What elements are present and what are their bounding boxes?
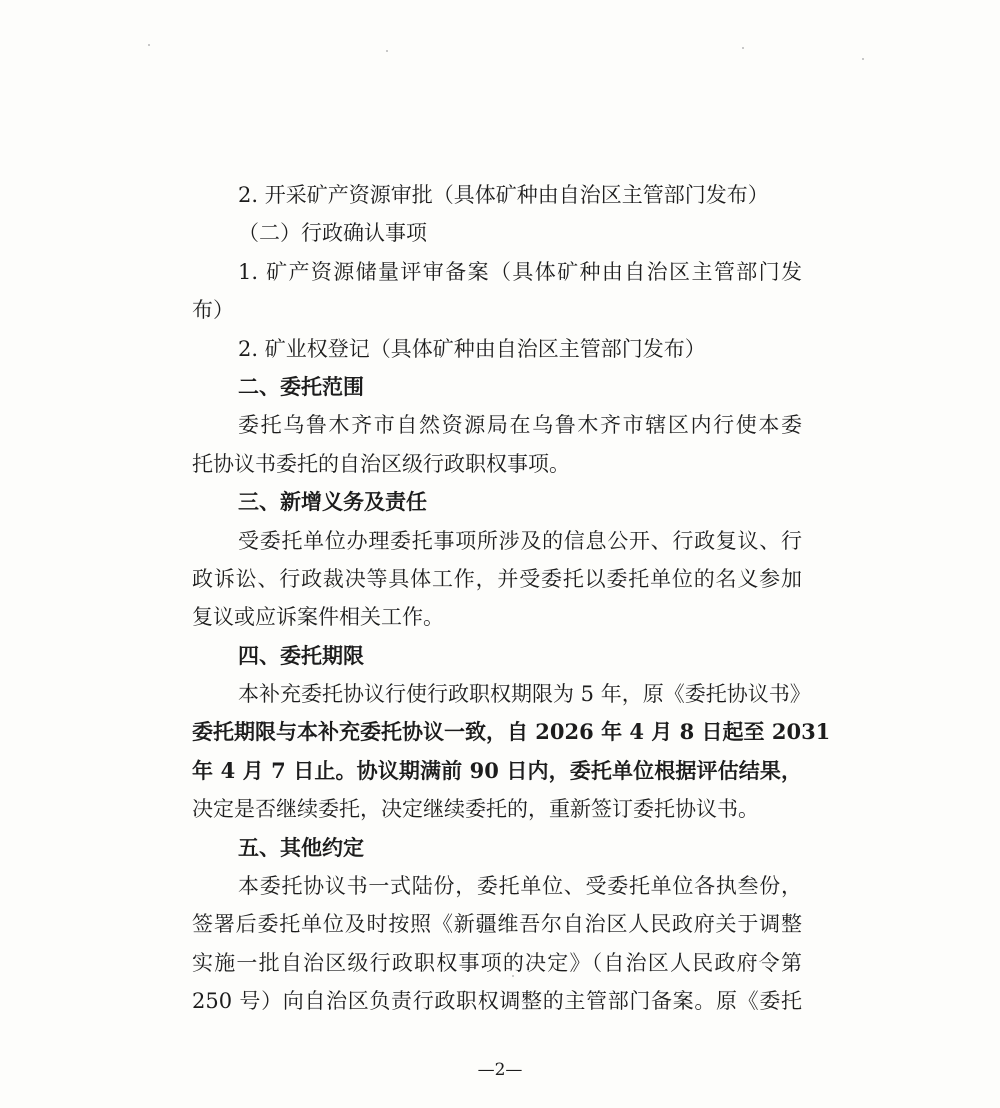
paragraph-term-line: 本补充委托协议行使行政职权期限为 5 年，原《委托协议书》 <box>238 682 811 707</box>
item-reserve-filing: 1. 矿产资源储量评审备案（具体矿种由自治区主管部门发 <box>238 259 802 284</box>
item-mining-approval: 2. 开采矿产资源审批（具体矿种由自治区主管部门发布） <box>238 183 769 207</box>
document-body <box>192 176 831 1021</box>
paragraph-term-line: 委托期限与本补充委托协议一致，自 2026 年 4 月 8 日起至 2031 <box>192 719 831 745</box>
paragraph-term-line: 决定是否继续委托，决定继续委托的，重新签订委托协议书。 <box>192 797 759 822</box>
item-reserve-filing-continued: 布） <box>192 298 234 323</box>
page-number: —2— <box>477 1060 523 1080</box>
scan-speck <box>386 50 388 52</box>
item-mining-rights-registration: 2. 矿业权登记（具体矿种由自治区主管部门发布） <box>238 336 706 361</box>
paragraph-other-terms-line: 本委托协议书一式陆份，委托单位、受委托单位各执叁份， <box>238 874 802 899</box>
scan-speck <box>148 44 150 46</box>
section-heading-scope: 二、委托范围 <box>238 374 364 399</box>
paragraph-scope-line: 委托乌鲁木齐市自然资源局在乌鲁木齐市辖区内行使本委 <box>238 413 802 438</box>
paragraph-scope-line: 托协议书委托的自治区级行政职权事项。 <box>192 451 570 476</box>
scan-speck <box>742 47 744 49</box>
paragraph-term-line: 年 4 月 7 日止。协议期满前 90 日内，委托单位根据评估结果， <box>192 757 802 783</box>
section-heading-term: 四、委托期限 <box>238 643 364 668</box>
paragraph-other-terms-line: 实施一批自治区级行政职权事项的决定》（自治区人民政府令第 <box>192 950 802 975</box>
section-heading-obligations: 三、新增义务及责任 <box>238 490 427 515</box>
paragraph-obligations-line: 复议或应诉案件相关工作。 <box>192 605 444 630</box>
subheading-administrative-confirmation: （二）行政确认事项 <box>238 221 427 246</box>
scan-speck <box>862 58 864 60</box>
paragraph-other-terms-line: 250 号）向自治区负责行政职权调整的主管部门备案。原《委托 <box>192 989 802 1014</box>
paragraph-obligations-line: 受委托单位办理委托事项所涉及的信息公开、行政复议、行 <box>238 528 802 553</box>
paragraph-obligations-line: 政诉讼、行政裁决等具体工作，并受委托以委托单位的名义参加 <box>192 566 802 591</box>
paragraph-other-terms-line: 签署后委托单位及时按照《新疆维吾尔自治区人民政府关于调整 <box>192 912 802 937</box>
section-heading-other-terms: 五、其他约定 <box>238 835 364 860</box>
